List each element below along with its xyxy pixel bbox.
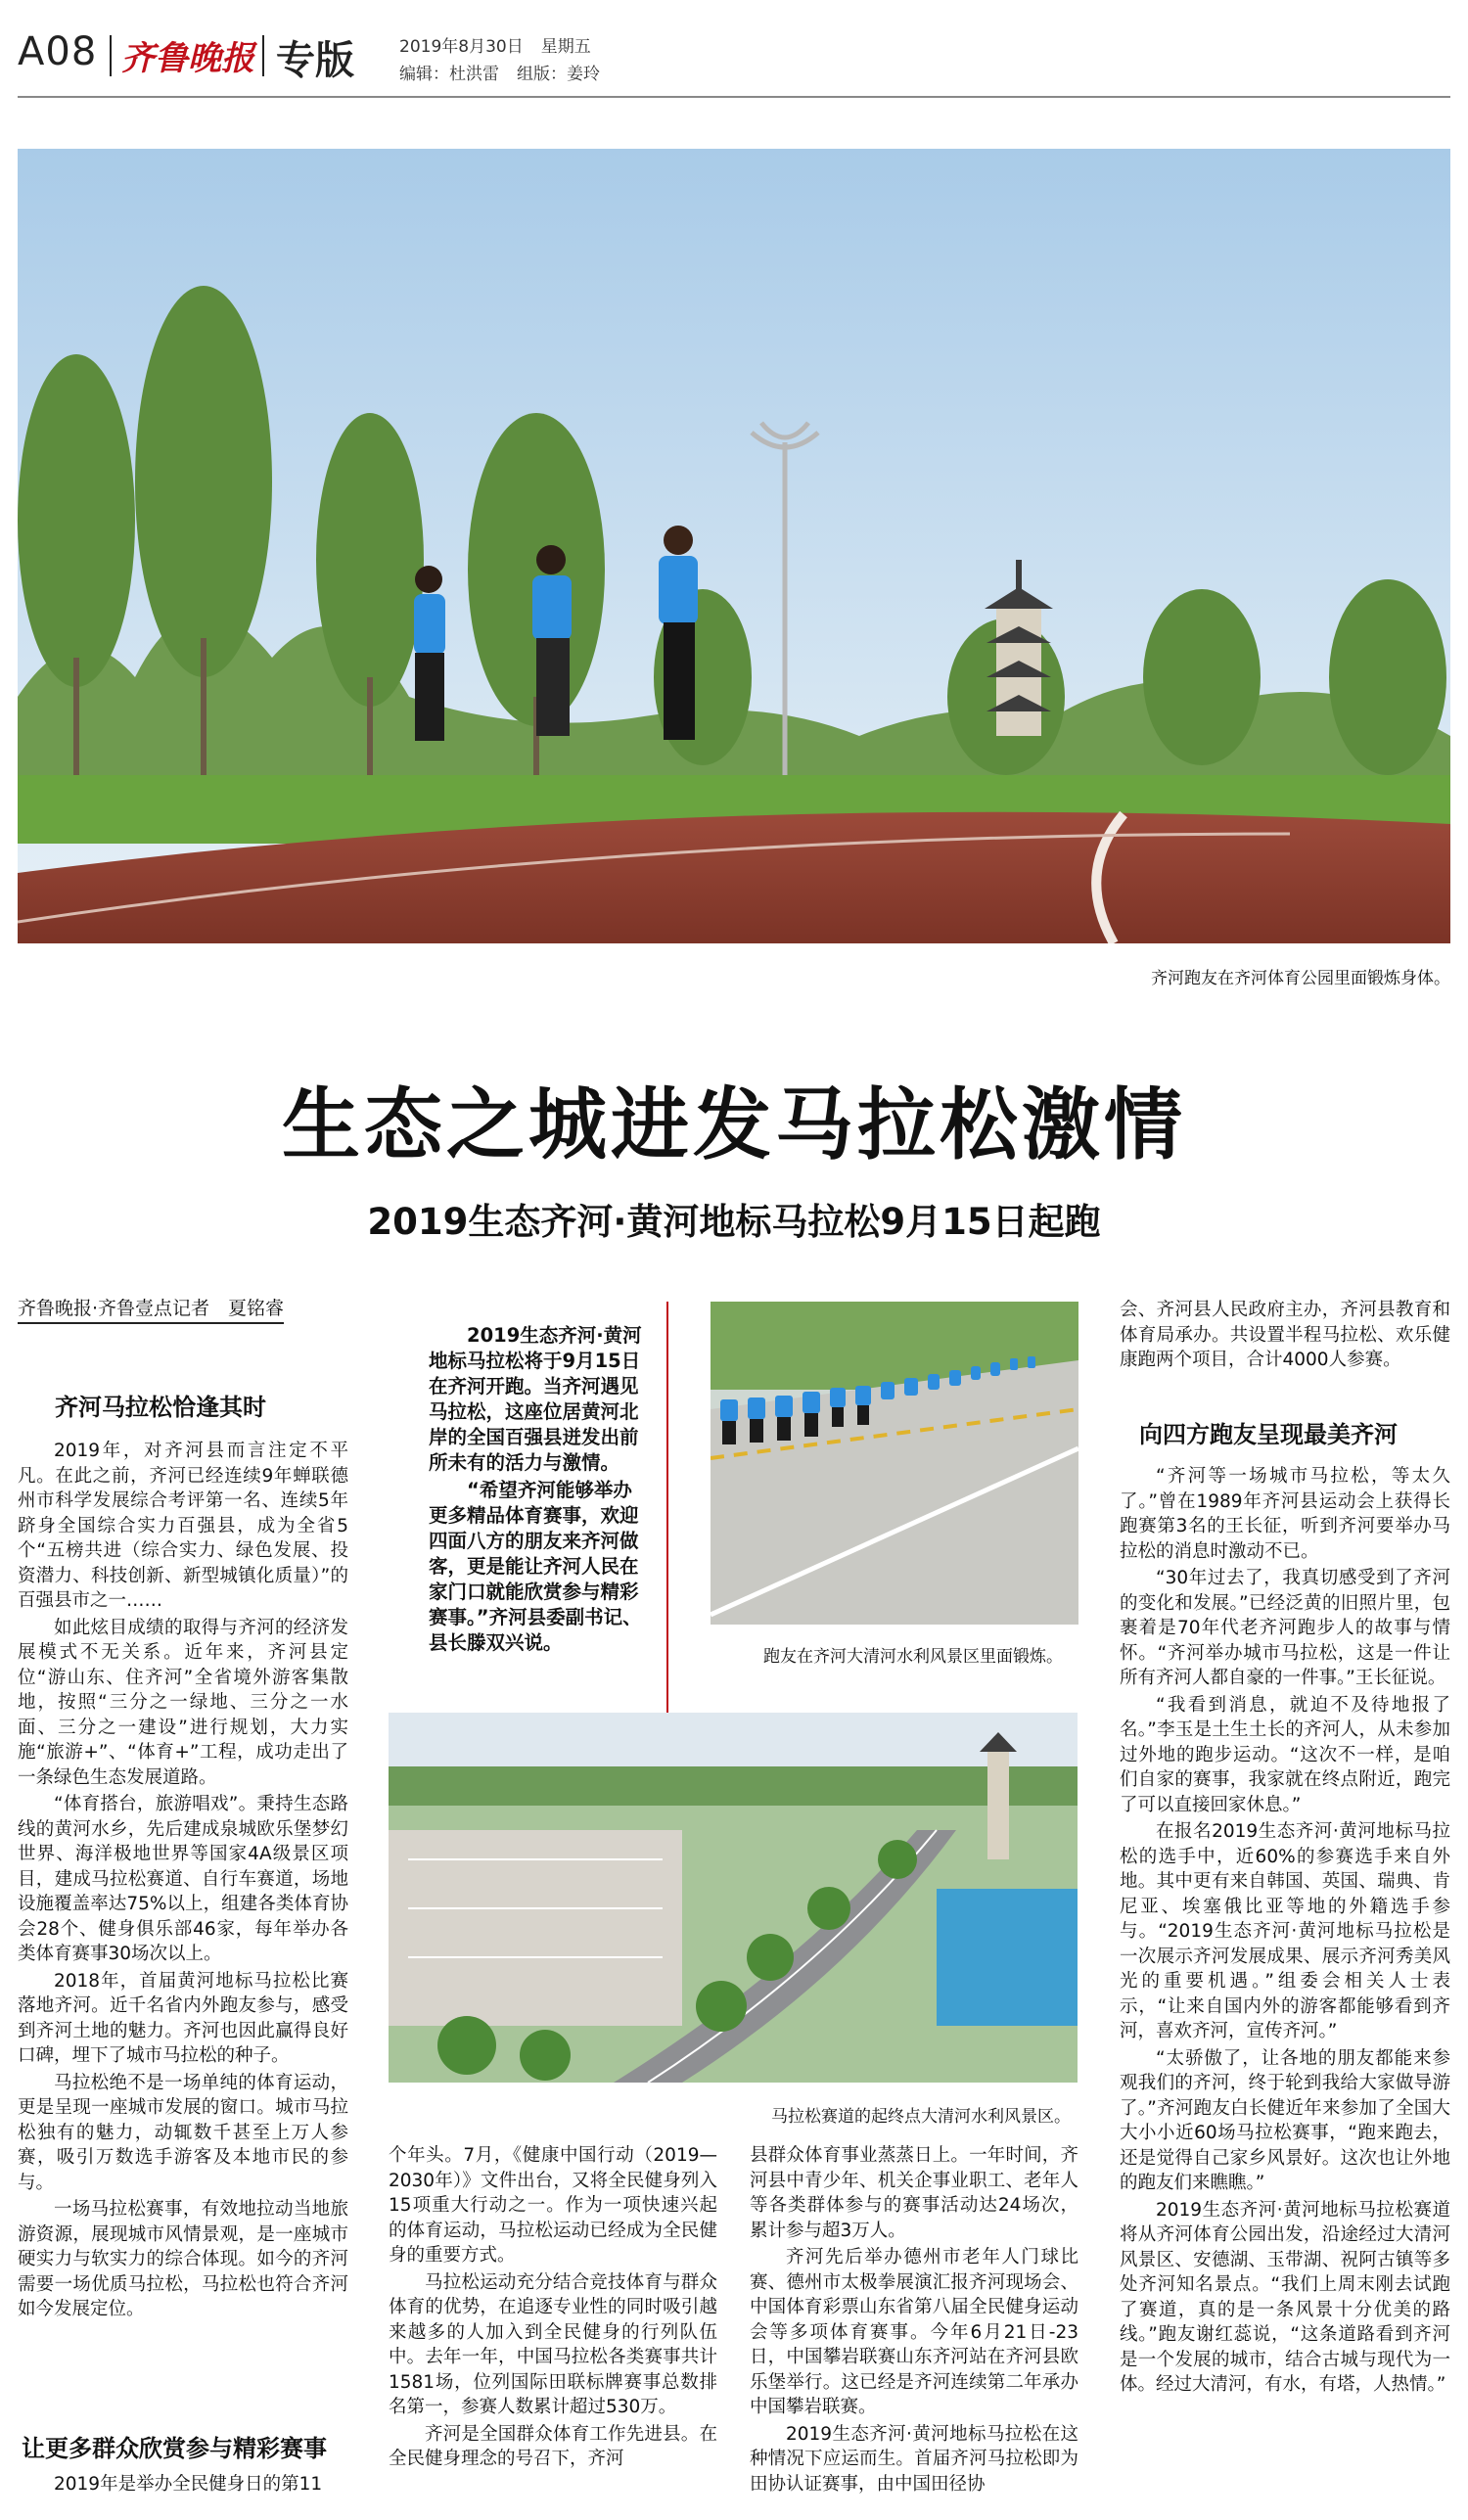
paragraph: “太骄傲了，让各地的朋友都能来参观我们的齐河，终于轮到我给大家做导游了。”齐河跑友白长健近年来参加了全国大大小小近60场马拉松赛事，“跑来跑去，还是觉得自己家乡风景好。这次也让外地的跑友们来瞧瞧。” xyxy=(1120,2047,1450,2193)
main-photo-caption: 齐河跑友在齐河体育公园里面锻炼身体。 xyxy=(1151,969,1450,988)
paragraph: 个年头。7月，《健康中国行动（2019—2030年）》文件出台，又将全民健身列入15项重大行动之一。作为一项快速兴起的体育运动，马拉松运动已经成为全民健身的重要方式。 xyxy=(389,2145,717,2266)
headline: 生态之城进发马拉松激情 xyxy=(282,1079,1186,1170)
paragraph: “我看到消息，就迫不及待地报了名。”李玉是土生土长的齐河人，从未参加过外地的跑步运动。“这次不一样，是咱们自家的赛事，我家就在终点附近，跑完了可以直接回家休息。” xyxy=(1120,1694,1450,1815)
header-divider xyxy=(262,35,264,76)
lead-paragraph: 2019生态齐河·黄河地标马拉松将于9月15日在齐河开跑。当齐河遇见马拉松，这座位居黄河北岸的全国百强县迸发出前所未有的活力与激情。 xyxy=(429,1324,642,1474)
aerial-photo-caption: 马拉松赛道的起终点大清河水利风景区。 xyxy=(771,2107,1071,2127)
paragraph: 2019生态齐河·黄河地标马拉松赛道将从齐河体育公园出发，沿途经过大清河风景区、安德湖、玉带湖、祝阿古镇等多处齐河知名景点。“我们上周末刚去试跑了赛道，真的是一条风景十分优美的路线。”跑友谢红蕊说，“这条道路看到齐河是一个发展的城市，结合古城与现代为一体。经过大清河，有水，有塔，人热情。” xyxy=(1120,2199,1450,2395)
header-rule xyxy=(18,96,1450,98)
paragraph: 齐河是全国群众体育工作先进县。在全民健身理念的号召下，齐河 xyxy=(389,2423,717,2469)
paragraph: 2018年，首届黄河地标马拉松比赛落地齐河。近千名省内外跑友参与，感受到齐河土地的魅力。齐河也因此赢得良好口碑，埋下了城市马拉松的种子。 xyxy=(18,1970,348,2066)
runners-photo-caption: 跑友在齐河大清河水利风景区里面锻炼。 xyxy=(763,1647,1063,1667)
header-meta xyxy=(399,33,618,88)
column-1-body xyxy=(18,1439,348,2324)
paragraph: 县群众体育事业蒸蒸日上。一年时间，齐河县中青少年、机关企事业职工、老年人等各类群体参与的赛事活动达24场次，累计参与超3万人。 xyxy=(750,2145,1078,2241)
main-photo-runners-park xyxy=(18,149,1450,943)
column-4-body xyxy=(1120,1464,1450,2400)
paragraph: 如此炫目成绩的取得与齐河的经济发展模式不无关系。近年来，齐河县定位“游山东、住齐河”全省境外游客集散地，按照“三分之一绿地、三分之一水面、三分之一建设”进行规划，大力实施“旅游+”、“体育+”工程，成功走出了一条绿色生态发展道路。 xyxy=(18,1617,348,1788)
paragraph: 马拉松绝不是一场单纯的体育运动，更是呈现一座城市发展的窗口。城市马拉松独有的魅力，动辄数千甚至上万人参赛，吸引万数选手游客及本地市民的参与。 xyxy=(18,2072,348,2193)
layout-credit: 组版：姜玲 xyxy=(517,65,600,84)
photo-runners-scenic-area xyxy=(711,1302,1078,1625)
issue-weekday: 星期五 xyxy=(540,37,591,57)
newspaper-logo: 齐鲁晚报 xyxy=(121,39,254,78)
byline: 齐鲁晚报·齐鲁壹点记者 夏铭睿 xyxy=(18,1294,284,1324)
paragraph: “体育搭台，旅游唱戏”。秉持生态路线的黄河水乡，先后建成泉城欧乐堡梦幻世界、海洋极地世界等国家4A级景区项目，建成马拉松赛道、自行车赛道，场地设施覆盖率达75%以上，组建各类体育协会28个、健身俱乐部46家，每年举办各类体育赛事30场次以上。 xyxy=(18,1794,348,1964)
paragraph: 马拉松运动充分结合竞技体育与群众体育的优势，在追逐专业性的同时吸引越来越多的人加入到全民健身的行列队伍中。去年一年，中国马拉松各类赛事共计1581场，位列国际田联标牌赛事总数排名第一，参赛人数累计超过530万。 xyxy=(389,2271,717,2417)
section-title-1: 齐河马拉松恰逢其时 xyxy=(55,1394,266,1421)
column-3-body xyxy=(750,2143,1078,2498)
lead-paragraphs xyxy=(429,1323,650,1658)
photo-aerial-marathon-start xyxy=(389,1713,1078,2083)
section-title-3: 向四方跑友呈现最美齐河 xyxy=(1139,1421,1398,1448)
issue-date: 2019年8月30日 xyxy=(399,37,524,57)
paragraph: 齐河先后举办德州市老年人门球比赛、德州市太极拳展演汇报齐河现场会、中国体育彩票山东省第八届全民健身运动会等多项体育赛事。今年6月21日-23日，中国攀岩联赛山东齐河站在齐河县欧乐堡举行。这已经是齐河连续第二年承办中国攀岩联赛。 xyxy=(750,2247,1078,2417)
red-divider xyxy=(666,1302,668,1762)
paragraph: 会、齐河县人民政府主办，齐河县教育和体育局承办。共设置半程马拉松、欢乐健康跑两个项目，合计4000人参赛。 xyxy=(1120,1300,1450,1370)
page-number: A08 xyxy=(18,29,98,74)
paragraph: 2019年是举办全民健身日的第11 xyxy=(54,2474,323,2495)
paragraph: 2019年，对齐河县而言注定不平凡。在此之前，齐河已经连续9年蝉联德州市科学发展综合考评第一名、连续5年跻身全国综合实力百强县，成为全省5个“五榜共进（综合实力、绿色发展、投资潜力、科技创新、新型城镇化质量）”的百强县市之一…… xyxy=(18,1441,348,1611)
paragraph: 在报名2019生态齐河·黄河地标马拉松的选手中，近60%的参赛选手来自外地。其中更有来自韩国、英国、瑞典、肯尼亚、埃塞俄比亚等地的外籍选手参与。“2019生态齐河·黄河地标马拉松是一次展示齐河发展成果、展示齐河秀美风光的重要机遇。”组委会相关人士表示，“让来自国内外的游客都能够看到齐河，喜欢齐河，宣传齐河。” xyxy=(1120,1821,1450,2041)
subheadline: 2019生态齐河·黄河地标马拉松9月15日起跑 xyxy=(367,1201,1101,1243)
paragraph: 一场马拉松赛事，有效地拉动当地旅游资源，展现城市风情景观，是一座城市硬实力与软实力的综合体现。如今的齐河需要一场优质马拉松，马拉松也符合齐河如今发展定位。 xyxy=(18,2199,348,2319)
section-title-2: 让更多群众欣赏参与精彩赛事 xyxy=(22,2435,327,2462)
column-2-body xyxy=(389,2143,717,2474)
header-divider xyxy=(110,35,112,76)
section-name: 专版 xyxy=(276,38,354,83)
paragraph: “齐河等一场城市马拉松，等太久了。”曾在1989年齐河县运动会上获得长跑赛第3名的王长征，听到齐河要举办马拉松的消息时激动不已。 xyxy=(1120,1466,1450,1562)
paragraph: “30年过去了，我真切感受到了齐河的变化和发展。”已经泛黄的旧照片里，包裹着是70年代老齐河跑步人的故事与情怀。“齐河举办城市马拉松，这是一件让所有齐河人都自豪的一件事。”王长征说。 xyxy=(1120,1568,1450,1688)
lead-paragraph: “希望齐河能够举办更多精品体育赛事，欢迎四面八方的朋友来齐河做客，更是能让齐河人民在家门口就能欣赏参与精彩赛事。”齐河县委副书记、县长滕双兴说。 xyxy=(429,1479,642,1654)
column-4-intro xyxy=(1120,1298,1450,1375)
paragraph: 2019生态齐河·黄河地标马拉松在这种情况下应运而生。首届齐河马拉松即为田协认证赛事，由中国田径协 xyxy=(750,2423,1078,2495)
editor-credit: 编辑：杜洪雷 xyxy=(399,65,499,84)
column-1-tail xyxy=(18,2472,348,2499)
